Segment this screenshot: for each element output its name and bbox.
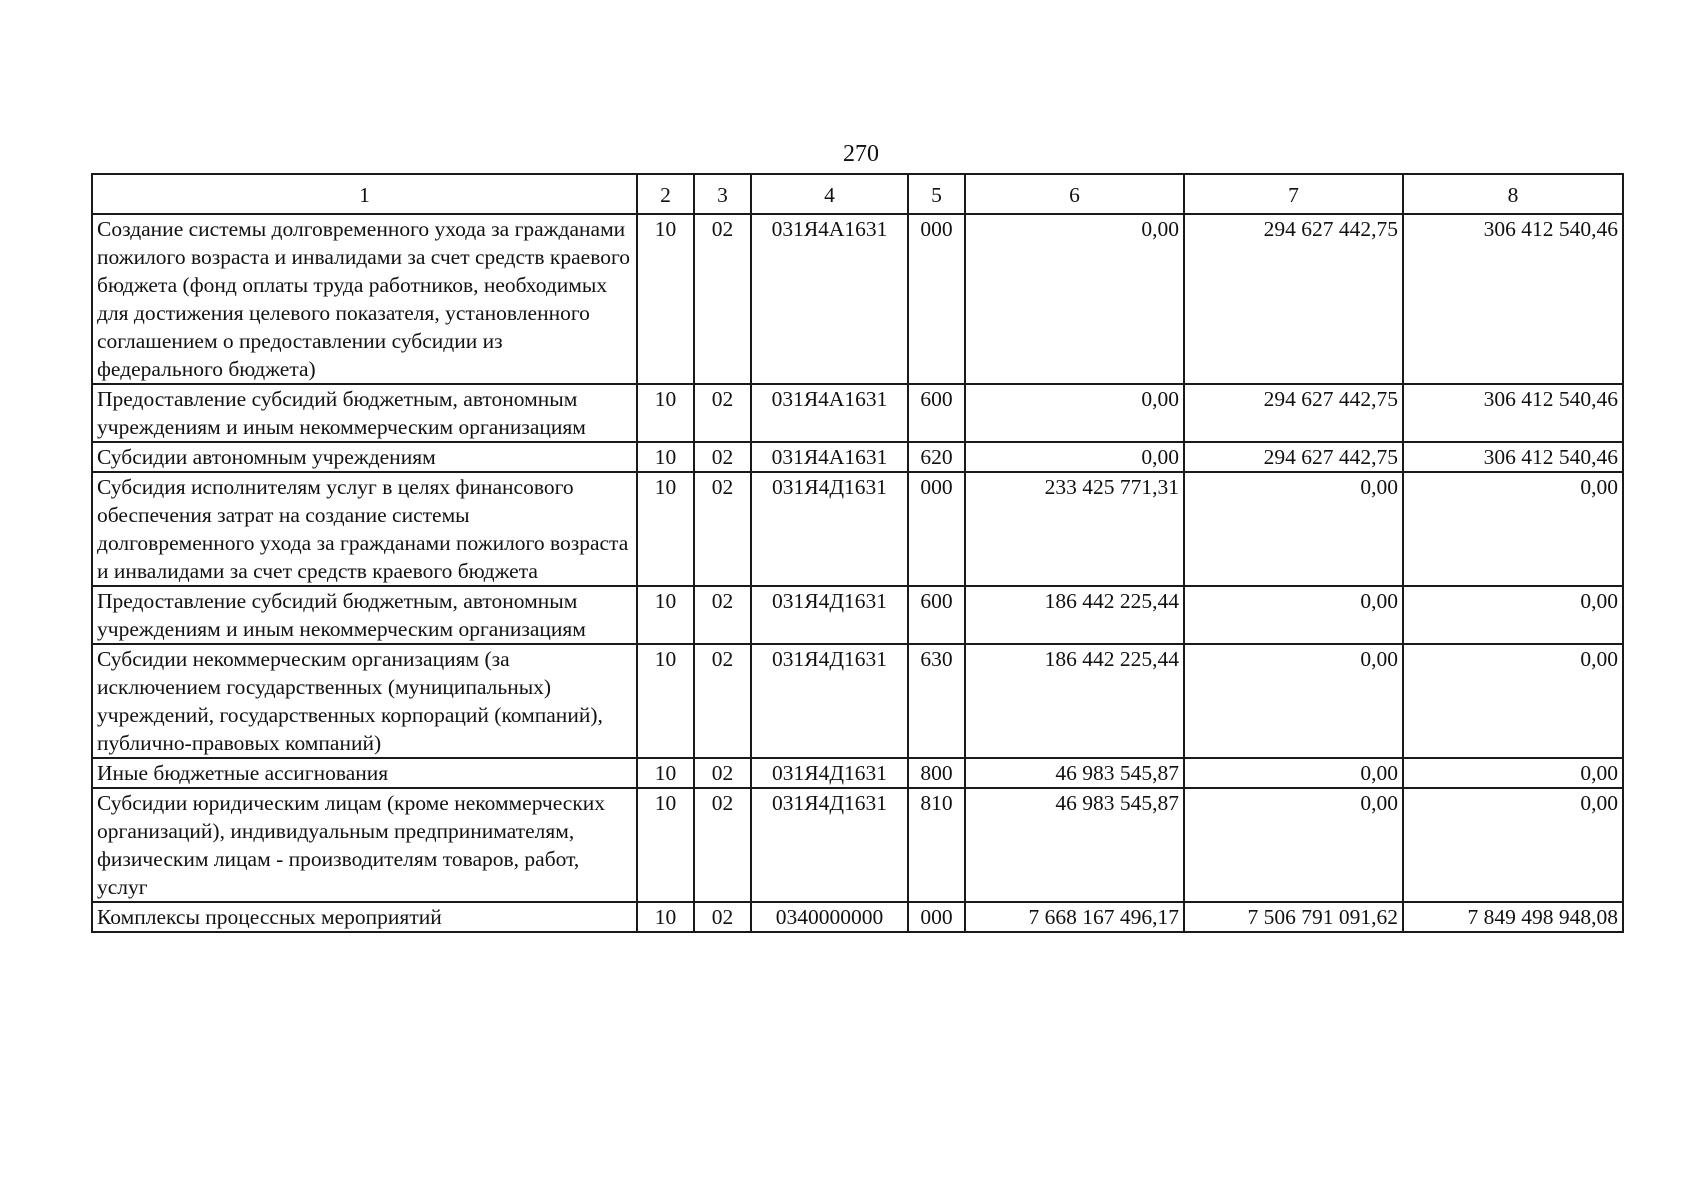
- row-section: 10: [637, 902, 694, 932]
- header-cell-8: 8: [1403, 174, 1623, 214]
- row-amount-col6: 46 983 545,87: [965, 758, 1184, 788]
- row-amount-col6: 0,00: [965, 214, 1184, 384]
- header-cell-5: 5: [908, 174, 965, 214]
- row-target-code: 0340000000: [751, 902, 908, 932]
- row-subsection: 02: [694, 902, 751, 932]
- row-target-code: 031Я4Д1631: [751, 788, 908, 902]
- row-amount-col8: 306 412 540,46: [1403, 442, 1623, 472]
- table-row: [92, 644, 1623, 758]
- row-target-code: 031Я4Д1631: [751, 586, 908, 644]
- row-name: Предоставление субсидий бюджетным, автономным учреждениям и иным некоммерческим организациям: [92, 384, 637, 442]
- row-amount-col8: 306 412 540,46: [1403, 214, 1623, 384]
- row-amount-col7: 0,00: [1184, 644, 1403, 758]
- table-row: [92, 384, 1623, 442]
- row-subsection: 02: [694, 472, 751, 586]
- row-expense-type: 600: [908, 384, 965, 442]
- row-amount-col7: 7 506 791 091,62: [1184, 902, 1403, 932]
- header-cell-7: 7: [1184, 174, 1403, 214]
- row-amount-col7: 0,00: [1184, 758, 1403, 788]
- row-amount-col6: 0,00: [965, 384, 1184, 442]
- row-name: Иные бюджетные ассигнования: [92, 758, 637, 788]
- header-row: [92, 174, 1623, 214]
- row-target-code: 031Я4Д1631: [751, 758, 908, 788]
- row-amount-col6: 233 425 771,31: [965, 472, 1184, 586]
- row-expense-type: 000: [908, 472, 965, 586]
- table-row: [92, 758, 1623, 788]
- table-row: [92, 586, 1623, 644]
- table-row: [92, 788, 1623, 902]
- row-amount-col8: 7 849 498 948,08: [1403, 902, 1623, 932]
- header-cell-6: 6: [965, 174, 1184, 214]
- table-row: [92, 442, 1623, 472]
- row-name: Субсидии юридическим лицам (кроме некоммерческих организаций), индивидуальным предпринимателям, физическим лицам - производителям товаров, работ, услуг: [92, 788, 637, 902]
- row-section: 10: [637, 758, 694, 788]
- row-subsection: 02: [694, 384, 751, 442]
- row-subsection: 02: [694, 214, 751, 384]
- row-subsection: 02: [694, 644, 751, 758]
- table-row: [92, 214, 1623, 384]
- row-amount-col6: 186 442 225,44: [965, 586, 1184, 644]
- table-row: [92, 902, 1623, 932]
- row-section: 10: [637, 586, 694, 644]
- row-target-code: 031Я4Д1631: [751, 472, 908, 586]
- row-amount-col6: 46 983 545,87: [965, 788, 1184, 902]
- row-amount-col8: 0,00: [1403, 644, 1623, 758]
- row-expense-type: 000: [908, 902, 965, 932]
- row-amount-col8: 0,00: [1403, 758, 1623, 788]
- header-cell-1: 1: [92, 174, 637, 214]
- row-amount-col7: 0,00: [1184, 586, 1403, 644]
- row-amount-col6: 7 668 167 496,17: [965, 902, 1184, 932]
- row-subsection: 02: [694, 788, 751, 902]
- row-target-code: 031Я4А1631: [751, 442, 908, 472]
- row-section: 10: [637, 214, 694, 384]
- row-expense-type: 810: [908, 788, 965, 902]
- row-amount-col7: 294 627 442,75: [1184, 442, 1403, 472]
- row-section: 10: [637, 788, 694, 902]
- row-name: Субсидии автономным учреждениям: [92, 442, 637, 472]
- row-expense-type: 800: [908, 758, 965, 788]
- table-row: [92, 472, 1623, 586]
- row-subsection: 02: [694, 586, 751, 644]
- row-name: Субсидия исполнителям услуг в целях финансового обеспечения затрат на создание системы долговременного ухода за гражданами пожилого возраста и инвалидами за счет средств краевого бюджета: [92, 472, 637, 586]
- page-number: 270: [843, 141, 879, 167]
- row-section: 10: [637, 442, 694, 472]
- row-amount-col7: 0,00: [1184, 472, 1403, 586]
- row-target-code: 031Я4Д1631: [751, 644, 908, 758]
- row-amount-col7: 294 627 442,75: [1184, 384, 1403, 442]
- header-cell-4: 4: [751, 174, 908, 214]
- row-amount-col6: 0,00: [965, 442, 1184, 472]
- row-amount-col8: 0,00: [1403, 788, 1623, 902]
- row-amount-col6: 186 442 225,44: [965, 644, 1184, 758]
- row-amount-col8: 306 412 540,46: [1403, 384, 1623, 442]
- row-subsection: 02: [694, 442, 751, 472]
- row-amount-col7: 294 627 442,75: [1184, 214, 1403, 384]
- row-target-code: 031Я4А1631: [751, 214, 908, 384]
- row-amount-col8: 0,00: [1403, 586, 1623, 644]
- header-cell-3: 3: [694, 174, 751, 214]
- row-name: Субсидии некоммерческим организациям (за исключением государственных (муниципальных) учреждений, государственных корпораций (компаний), публично-правовых компаний): [92, 644, 637, 758]
- row-section: 10: [637, 644, 694, 758]
- row-name: Комплексы процессных мероприятий: [92, 902, 637, 932]
- row-subsection: 02: [694, 758, 751, 788]
- row-section: 10: [637, 472, 694, 586]
- row-amount-col7: 0,00: [1184, 788, 1403, 902]
- row-expense-type: 620: [908, 442, 965, 472]
- row-section: 10: [637, 384, 694, 442]
- row-expense-type: 000: [908, 214, 965, 384]
- row-amount-col8: 0,00: [1403, 472, 1623, 586]
- row-name: Создание системы долговременного ухода за гражданами пожилого возраста и инвалидами за счет средств краевого бюджета (фонд оплаты труда работников, необходимых для достижения целевого показателя, установленного соглашением о предоставлении субсидии из федерального бюджета): [92, 214, 637, 384]
- row-expense-type: 600: [908, 586, 965, 644]
- row-name: Предоставление субсидий бюджетным, автономным учреждениям и иным некоммерческим организациям: [92, 586, 637, 644]
- row-expense-type: 630: [908, 644, 965, 758]
- header-cell-2: 2: [637, 174, 694, 214]
- budget-table: [91, 173, 1624, 933]
- row-target-code: 031Я4А1631: [751, 384, 908, 442]
